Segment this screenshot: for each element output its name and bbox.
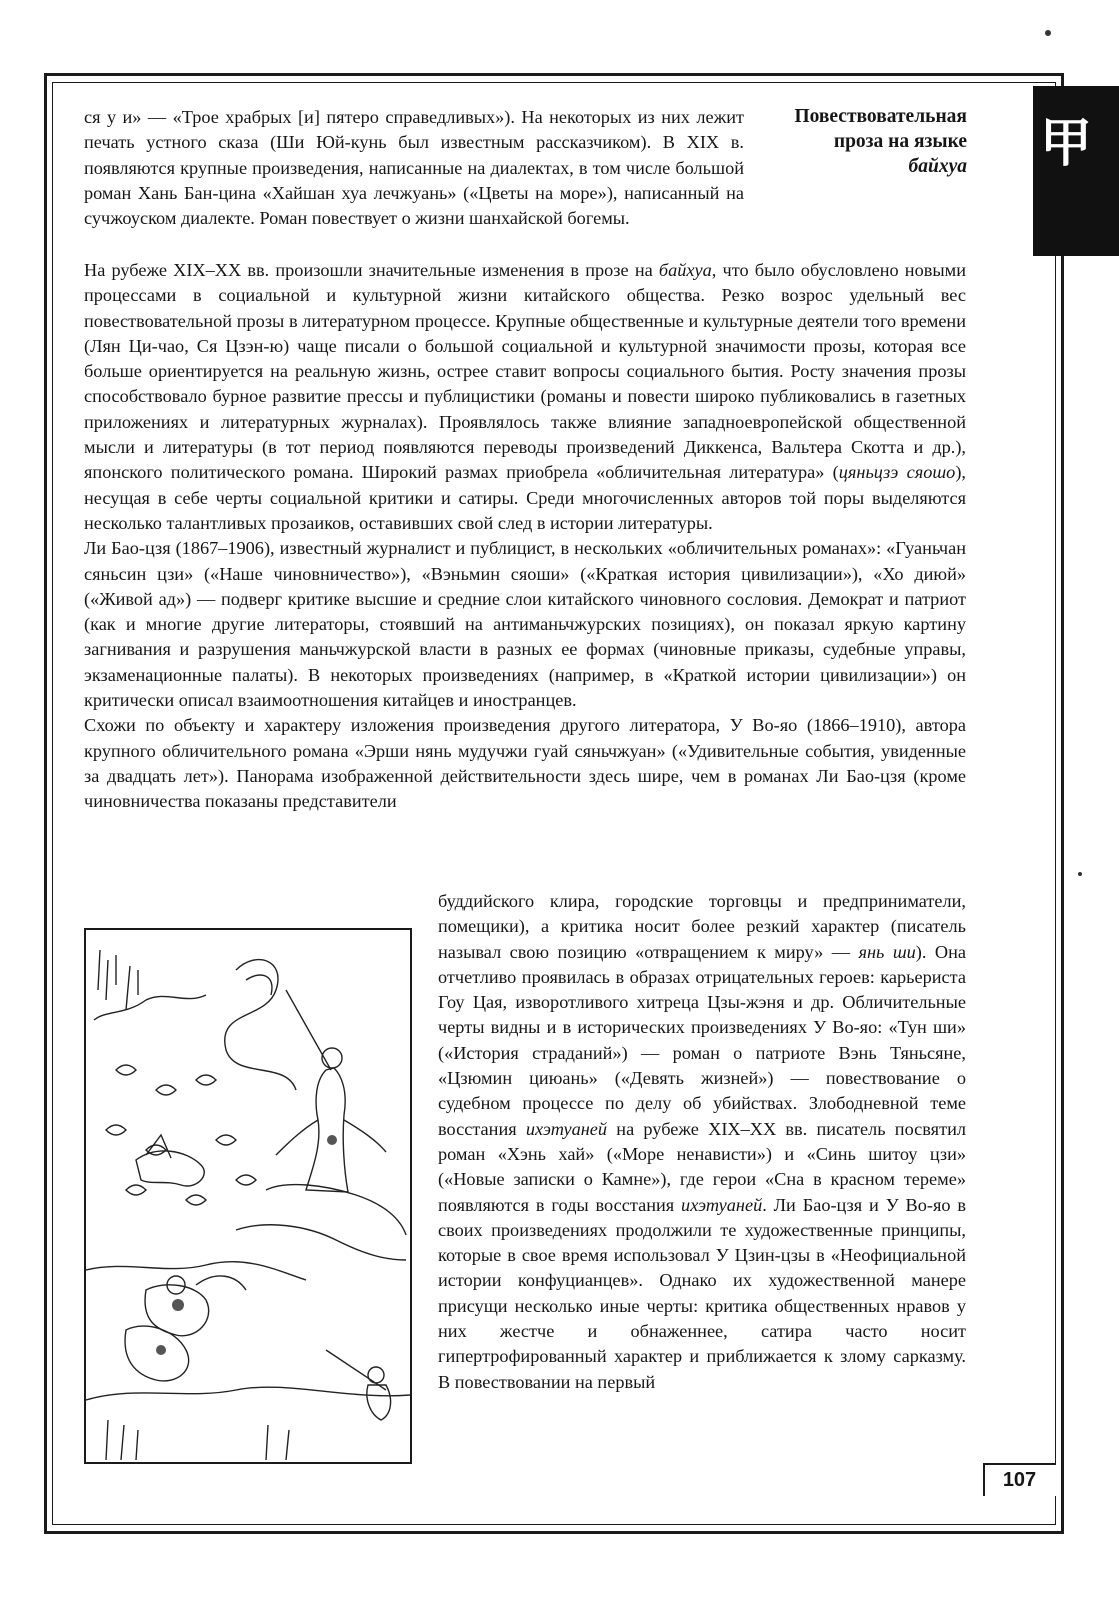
scan-speck: [1045, 30, 1051, 36]
illustration-drawing: [86, 930, 410, 1462]
text-block-top: [84, 105, 744, 231]
term-ihetuani-2: ихэтуаней: [681, 1194, 763, 1215]
woodblock-illustration: [84, 928, 412, 1464]
paragraph-5-part-1: буддийского клира, городские торговцы и предприниматели, помещики), а критика носит более резкий характер (писатель называл свою позицию «отвращением к миру» —: [438, 891, 966, 962]
paragraph-2-part-1: На рубеже XIX–XX вв. произошли значительные изменения в прозе на: [84, 260, 659, 280]
paragraph-5-part-2: ). Она отчетливо проявилась в образах отрицательных героев: карьериста Гоу Цая, изворотливого хитреца Цзы-жэня и др. Обличительные черты видны и в исторических произведениях У Во-яо: «Тун ши» («История страданий») — роман о патриоте Вэнь Тяньсяне, «Цзюмин циюань» («Девять жизней») — повествование о судебном процессе по делу об убийствах. Злободневной теме восстания: [438, 941, 966, 1139]
paragraph-2-part-3: ), несущая в себе черты социальной критики и сатиры. Среди многочисленных авторов той поры выделяются несколько талантливых прозаиков, оставивших свой след в истории литературы.: [84, 462, 966, 533]
side-heading: [760, 104, 967, 179]
page-number: 107: [1002, 1469, 1037, 1491]
margin-tab-glyph: 甲: [1039, 113, 1092, 174]
term-qianze-xiaoshuo: цяньцзэ сяошо: [838, 462, 956, 483]
paragraph-3: Ли Бао-цзя (1867–1906), известный журналист и публицист, в нескольких «обличительных романах»: «Гуаньчан сяньсин цзи» («Наше чиновничество»), «Вэньмин сяоши» («Краткая история цивилизации»), «Хо диюй» («Живой ад») — подверг критике высшие и средние слои китайского чиновного сословия. Демократ и патриот (как и многие другие литераторы, стоявший на антиманьчжурских позициях), он показал яркую картину загнивания и разрушения маньчжурской власти в разных ее формах (чиновные приказы, судебные управы, экзаменационные палаты). В некоторых произведениях (например, в «Краткой истории цивилизации») он критически описал взаимоотношения китайцев и иностранцев.: [84, 538, 966, 711]
paragraph-2-part-2: , что было обусловлено новыми процессами в социальной и культурной жизни китайского общества. Резко возрос удельный вес повествовательной прозы в литературном процессе. Крупные общественные и культурные деятели того времени (Лян Ци-чао, Ся Цзэн-ю) чаще писали о большой социальной и культурной значимости прозы, которая все больше ориентируется на реальную жизнь, острее ставит вопросы социального бытия. Росту значения прозы способствовало бурное развитие прессы и публицистики (романы и повести широко публиковались в газетных приложениях и литературных журналах). Проявлялось также влияние западноевропейской общественной мысли и литературы (в тот период появляются переводы произведений Диккенса, Вальтера Скотта и др.), японского политического романа. Широкий размах приобрела «обличительная литература» (: [84, 260, 966, 483]
term-ihetuani-1: ихэтуаней: [525, 1118, 608, 1139]
paragraph-2: [84, 258, 966, 536]
paragraph-5: [438, 889, 966, 1395]
paragraph-4: Схожи по объекту и характеру изложения произведения другого литератора, У Во-яо (1866–1910), автора крупного обличительного романа «Эрши нянь мудучжи гуай сяньчжуан» («Удивительные события, увиденные за двадцать лет»). Панорама изображенной действительности здесь шире, чем в романах Ли Бао-цзя (кроме чиновничества показаны представители: [84, 715, 966, 812]
paragraph-1: ся у и» — «Трое храбрых [и] пятеро справедливых»). На некоторых из них лежит печать устного сказа (Ши Юй-кунь был известным рассказчиком). В XIX в. появляются крупные произведения, написанные на диалектах, в том числе большой роман Хань Бан-цина «Хайшан хуа лечжуань» («Цветы на море»), написанный на сучжоуском диалекте. Роман повествует о жизни шанхайской богемы.: [84, 107, 744, 229]
side-heading-line1: Повествовательная: [794, 106, 967, 127]
text-block-main: [84, 258, 966, 815]
text-block-right-of-illustration: [438, 889, 966, 1395]
paragraph-5-part-4: . Ли Бао-цзя и У Во-яо в своих произведениях продолжили те художественные принципы, которые в свое время использовал У Цзин-цзы в «Неофициальной истории конфуцианцев». Однако их художественной манере присущи несколько иные черты: критика общественных нравов у них жестче и обнаженнее, сатира часто носит гипертрофированный характер и приближается к злому сарказму. В повествовании на первый: [438, 1194, 966, 1392]
side-heading-line3: байхуа: [908, 156, 967, 177]
side-heading-line2: проза на языке: [833, 131, 967, 152]
term-yan-shi: янь ши: [858, 941, 916, 962]
scan-speck: [1078, 872, 1082, 876]
paragraph-5-part-3: на рубеже XIX–XX вв. писатель посвятил роман «Хэнь хай» («Море ненависти») и «Синь шитоу цзи» («Новые записки о Камне»), где герои «Сна в красном тереме» появляются в годы восстания: [438, 1118, 966, 1215]
term-baihua: байхуа: [658, 260, 712, 280]
